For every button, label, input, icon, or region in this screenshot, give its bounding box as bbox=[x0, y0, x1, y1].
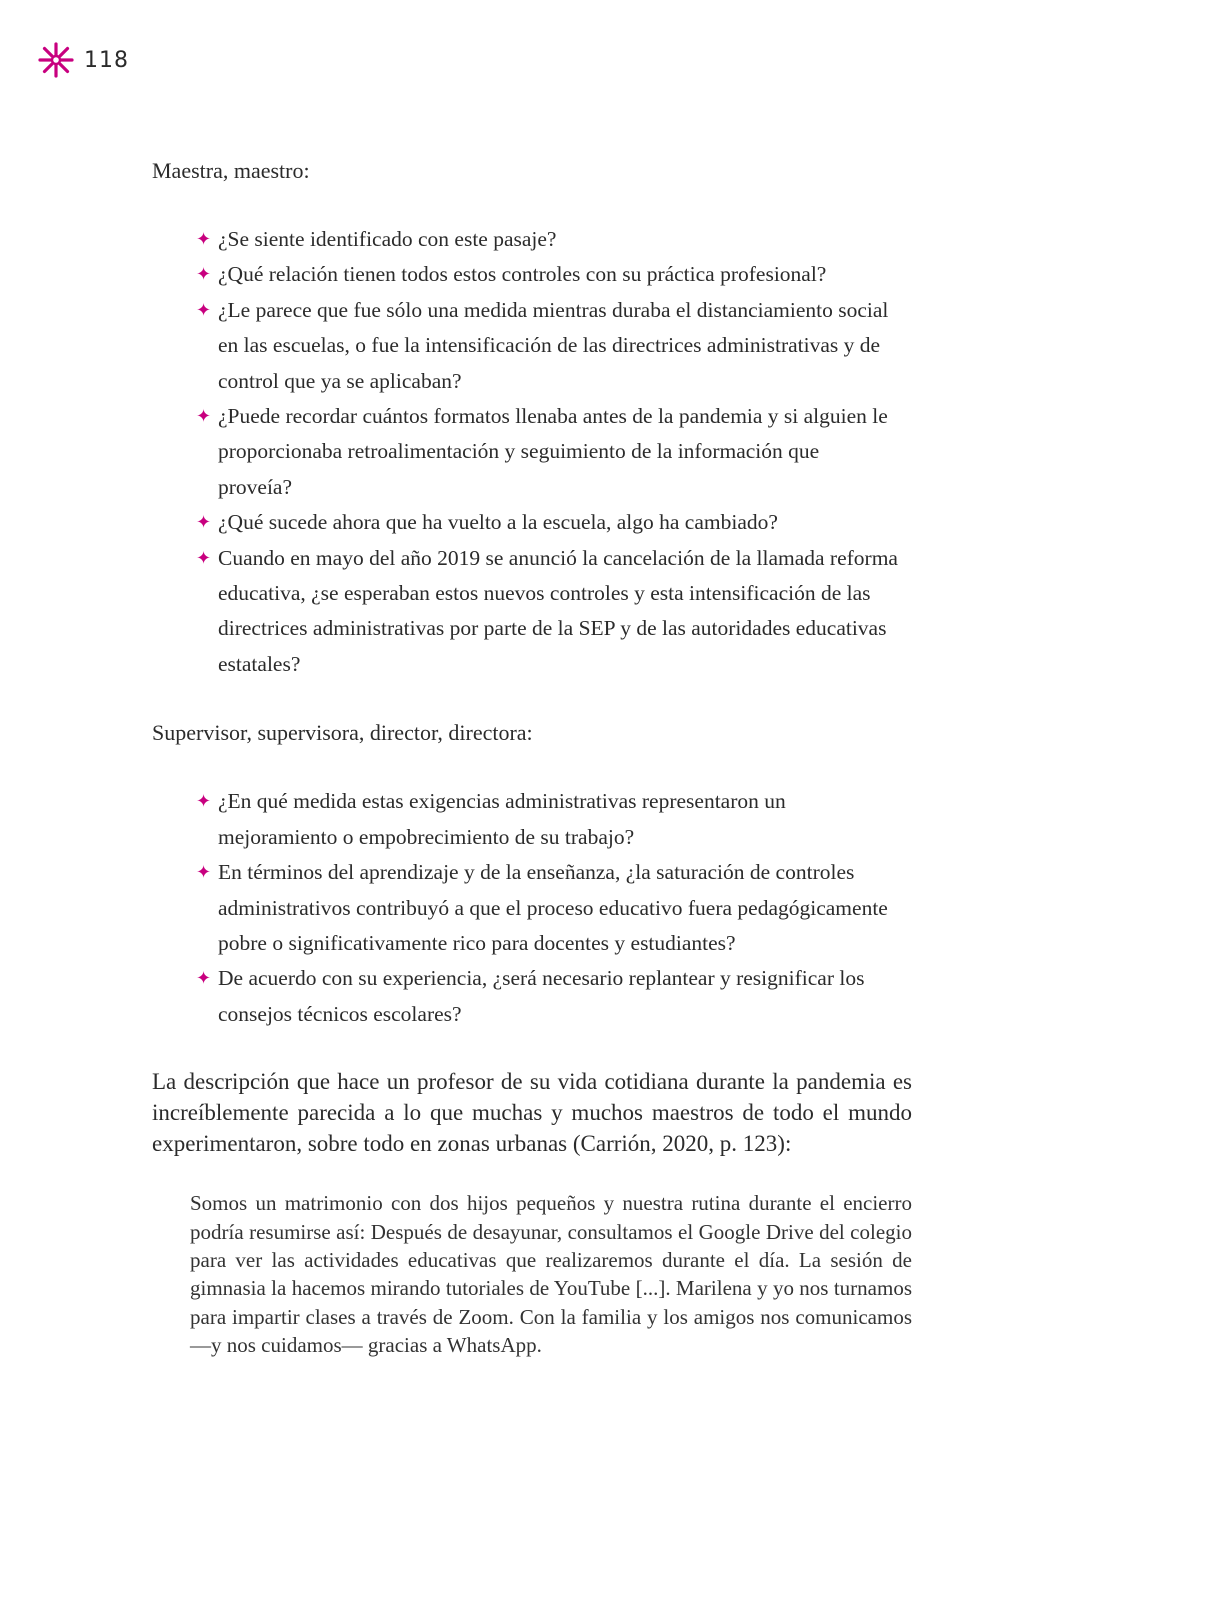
plus-bullet-icon: ✦ bbox=[196, 862, 212, 884]
list-item: ✦ En términos del aprendizaje y de la enseñanza, ¿la saturación de controles administrativos contribuyó a que el proceso educativo fuera pedagógicamente pobre o significativamente rico para docentes y estudiantes? bbox=[218, 855, 898, 961]
section-heading-teachers: Maestra, maestro: bbox=[152, 158, 310, 183]
plus-bullet-icon: ✦ bbox=[196, 299, 212, 321]
plus-bullet-icon: ✦ bbox=[196, 229, 212, 250]
list-item: ✦ Cuando en mayo del año 2019 se anunció la cancelación de la llamada reforma educativa, ¿se esperaban estos nuevos controles y esta intensificación de las directrices administrativas por parte de la SEP y de las autoridades educativas estatales? bbox=[218, 541, 898, 683]
plus-bullet-icon: ✦ bbox=[196, 512, 212, 534]
plus-bullet-icon: ✦ bbox=[196, 791, 212, 813]
plus-bullet-icon: ✦ bbox=[196, 264, 212, 286]
teacher-questions-list bbox=[152, 222, 898, 682]
list-item: ✦ ¿Qué sucede ahora que ha vuelto a la escuela, algo ha cambiado? bbox=[218, 505, 898, 540]
list-item: ✦ De acuerdo con su experiencia, ¿será necesario replantear y resignificar los consejos técnicos escolares? bbox=[218, 961, 898, 1032]
page-number: 118 bbox=[84, 47, 129, 73]
list-item: ✦ ¿En qué medida estas exigencias administrativas representaron un mejoramiento o empobrecimiento de su trabajo? bbox=[218, 784, 898, 855]
section-heading-supervisors: Supervisor, supervisora, director, directora: bbox=[152, 720, 533, 746]
page-header bbox=[38, 40, 129, 80]
plus-bullet-icon: ✦ bbox=[196, 547, 212, 569]
page-content bbox=[152, 156, 912, 1360]
body-paragraph: La descripción que hace un profesor de su vida cotidiana durante la pandemia es increíblemente parecida a lo que muchas y muchos maestros de todo el mundo experimentaron, sobre todo en zonas urbanas (Carrión, 2020, p. 123): bbox=[152, 1069, 912, 1157]
plus-bullet-icon: ✦ bbox=[196, 406, 212, 428]
plus-bullet-icon: ✦ bbox=[196, 968, 212, 990]
list-item: ✦ ¿Se siente identificado con este pasaje? bbox=[218, 222, 898, 257]
supervisor-questions-list bbox=[152, 784, 898, 1032]
list-item: ✦ ¿Qué relación tienen todos estos controles con su práctica profesional? bbox=[218, 257, 898, 292]
asterisk-icon bbox=[38, 42, 74, 78]
block-quote: Somos un matrimonio con dos hijos pequeños y nuestra rutina durante el encierro podría resumirse así: Después de desayunar, consultamos el Google Drive del colegio para ver las actividades educativas que realizaremos durante el día. La sesión de gimnasia la hacemos mirando tutoriales de YouTube [...]. Marilena y yo nos turnamos para impartir clases a través de Zoom. Con la familia y los amigos nos comunicamos —y nos cuidamos— gracias a WhatsApp. bbox=[190, 1191, 912, 1358]
list-item: ✦ ¿Le parece que fue sólo una medida mientras duraba el distanciamiento social en las escuelas, o fue la intensificación de las directrices administrativas y de control que ya se aplicaban? bbox=[218, 293, 898, 399]
list-item: ✦ ¿Puede recordar cuántos formatos llenaba antes de la pandemia y si alguien le proporcionaba retroalimentación y seguimiento de la información que proveía? bbox=[218, 399, 898, 505]
